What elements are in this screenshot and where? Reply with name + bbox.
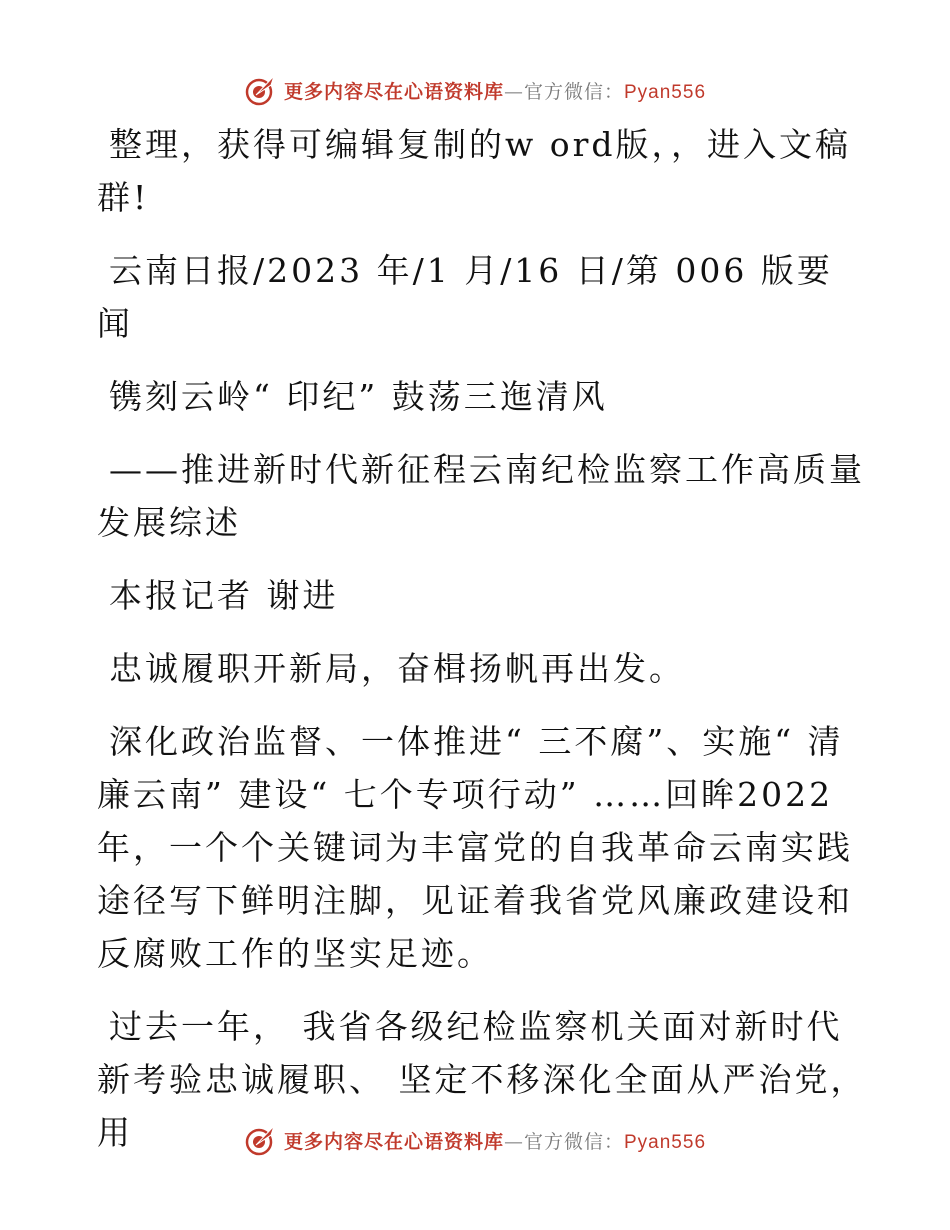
quill-logo-icon	[244, 73, 278, 107]
watermark-separator: —	[503, 80, 524, 103]
article-title: 镌刻云岭“ 印纪” 鼓荡三迤清风	[109, 377, 608, 416]
watermark-footer	[0, 1120, 950, 1160]
paragraph: 整理，获得可编辑复制的w ord版，，进入文稿群!	[97, 125, 852, 217]
article-byline: 本报记者 谢进	[109, 576, 339, 615]
watermark-label: 官方微信：	[523, 80, 624, 103]
quill-logo-icon	[244, 1123, 278, 1157]
watermark-label: 官方微信：	[523, 1130, 624, 1153]
article-subtitle: ——推进新时代新征程云南纪检监察工作高质量发展综述	[97, 450, 865, 542]
document-body	[97, 118, 867, 1179]
paragraph: 忠诚履职开新局，奋楫扬帆再出发。	[109, 649, 685, 688]
paragraph: 深化政治监督、一体推进“ 三不腐”、实施“ 清廉云南” 建设“ 七个专项行动” ……回眸2022年，一个个关键词为丰富党的自我革命云南实践途径写下鲜明注脚，见证着我省党风廉政建设和反腐败工作的坚实足迹。	[97, 722, 853, 973]
paragraph: 过去一年， 我省各级纪检监察机关面对新时代新考验忠诚履职、 坚定不移深化全面从严治党，用	[97, 1007, 867, 1152]
watermark-handle: Pyan556	[624, 81, 707, 103]
watermark-handle: Pyan556	[624, 1131, 707, 1153]
paragraph: 云南日报/2023 年/1 月/16 日/第 006 版要闻	[97, 251, 833, 343]
watermark-header	[0, 70, 950, 110]
watermark-separator: —	[503, 1130, 524, 1153]
watermark-brand: 更多内容尽在心语资料库	[283, 80, 504, 103]
watermark-brand: 更多内容尽在心语资料库	[283, 1130, 504, 1153]
